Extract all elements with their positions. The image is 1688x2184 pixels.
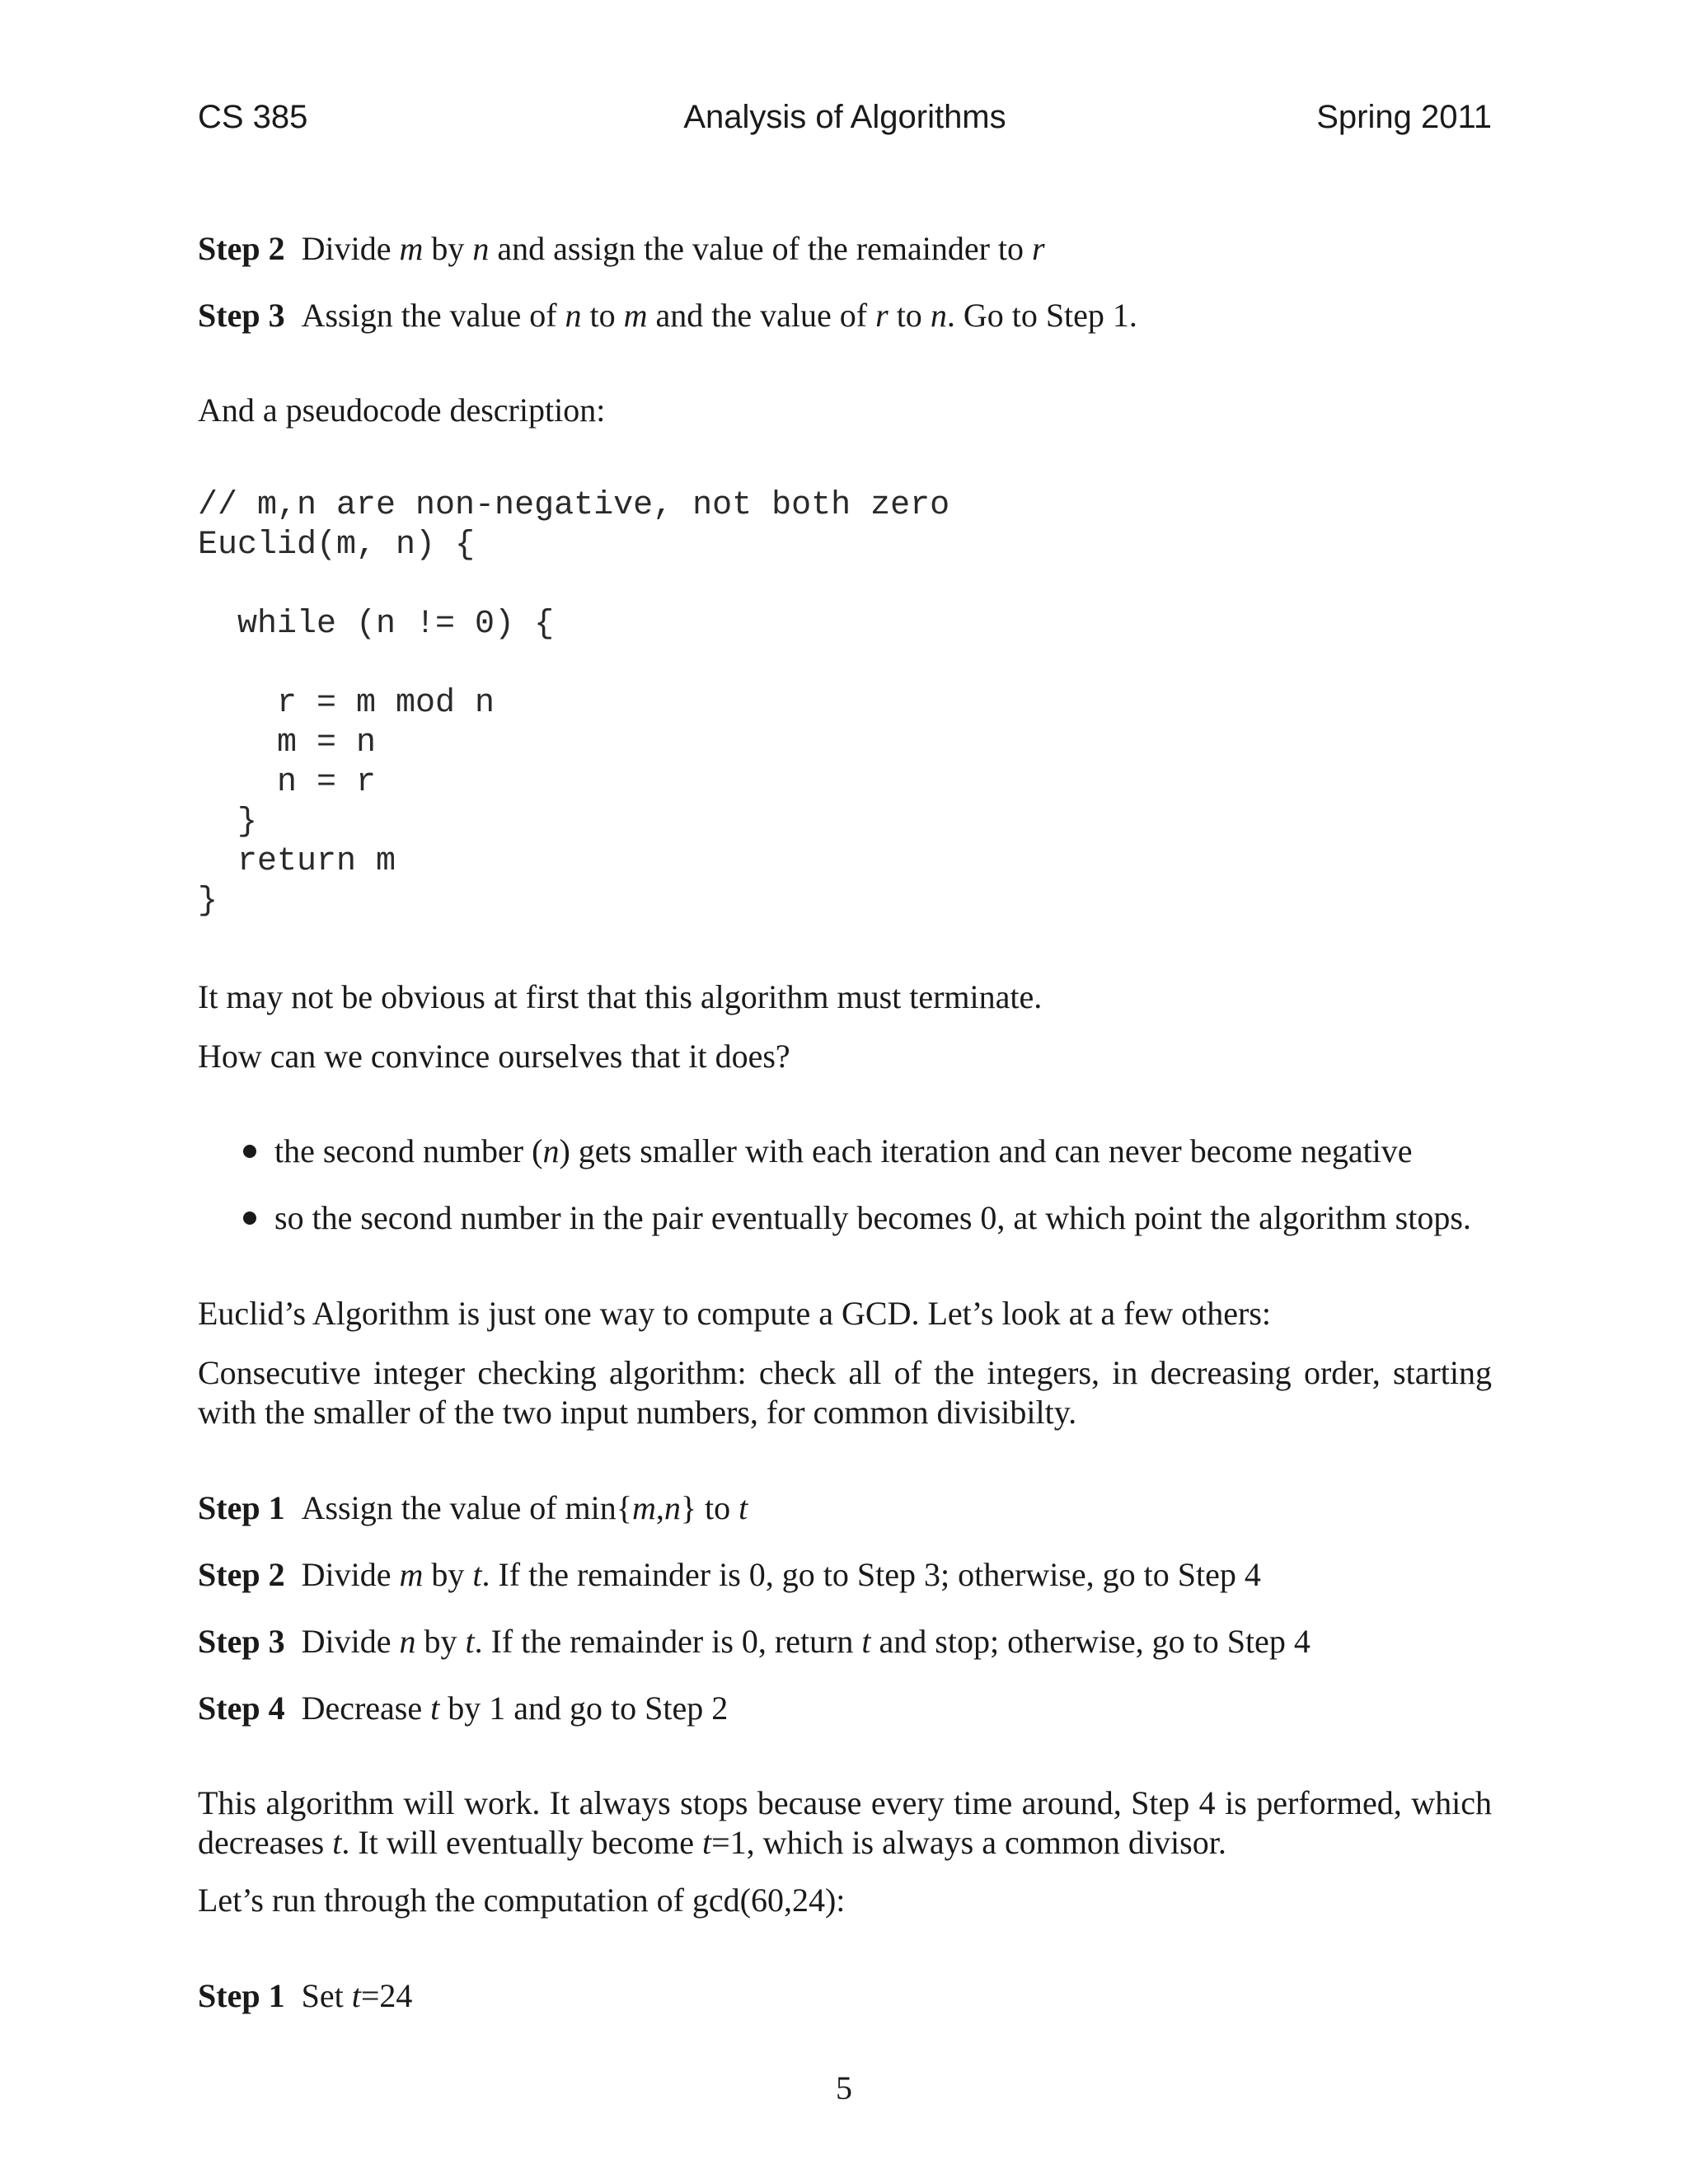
math-var: t [332,1824,342,1861]
math-var: m [623,297,648,334]
math-var: m [399,230,424,267]
bullet-item-2 [243,1198,1471,1238]
termination-paragraph-2: How can we convince ourselves that it does? [198,1038,790,1075]
others-paragraph-1: Euclid’s Algorithm is just one way to compute a GCD. Let’s look at a few others: [198,1295,1272,1332]
paragraph-text: =1, which is always a common divisor. [711,1824,1226,1861]
math-var: n [663,1489,681,1526]
step-text: =24 [360,1977,413,2014]
step-text: by [415,1623,466,1660]
math-var: t [430,1690,440,1727]
math-var: n [930,297,947,334]
step-text: and assign the value of the remainder to [489,230,1033,267]
step-text: by [423,230,473,267]
page-number: 5 [836,2069,852,2107]
step-text: Divide [301,1556,400,1593]
consecutive-step-1 [198,1488,748,1528]
bullet-text: so the second number in the pair eventually becomes 0, at which point the algorithm stops. [274,1199,1471,1236]
step-text: . If the remainder is 0, go to Step 3; otherwise, go to Step 4 [481,1556,1261,1593]
page-header [198,92,1492,142]
step-label: Step 2 [198,230,285,267]
course-code: CS 385 [198,99,308,135]
math-var: n [542,1132,560,1169]
pseudocode-intro: And a pseudocode description: [198,391,606,429]
step-text: , [655,1489,664,1526]
works-paragraph-2: Let’s run through the computation of gcd(60,24): [198,1882,846,1919]
math-var: t [738,1489,748,1526]
step-label: Step 4 [198,1690,285,1727]
code-line-5: m = n [198,724,377,762]
code-line-3: while (n != 0) { [198,606,555,643]
step-text: to [888,297,931,334]
bullet-icon [243,1145,256,1158]
code-line-1: // m,n are non-negative, not both zero [198,487,950,524]
math-var: n [399,1623,416,1660]
code-line-6: n = r [198,764,377,801]
bullet-text: the second number ( [274,1132,543,1169]
step-text: Divide [301,230,400,267]
math-var: n [565,297,582,334]
step-text: Divide [301,1623,400,1660]
step-text: Assign the value of [301,297,565,334]
step-text: . Go to Step 1. [946,297,1137,334]
termination-paragraph-1: It may not be obvious at first that this algorithm must terminate. [198,978,1043,1015]
math-var: n [472,230,490,267]
consecutive-step-2 [198,1555,1261,1595]
step-text: } to [680,1489,739,1526]
consecutive-step-3 [198,1622,1311,1661]
step-text: and the value of [647,297,876,334]
math-var: t [702,1824,712,1861]
step-text: Decrease [301,1690,431,1727]
paragraph-text: . It will eventually become [341,1824,702,1861]
step-label: Step 1 [198,1977,285,2014]
step-text: to [581,297,624,334]
step-label: Step 2 [198,1556,285,1593]
step-text: Set [301,1977,352,2014]
step-text: Assign the value of min{ [301,1489,632,1526]
euclid-step-3 [198,296,1137,335]
math-var: r [875,297,889,334]
bullet-item-1 [243,1132,1413,1171]
step-text: by 1 and go to Step 2 [439,1690,729,1727]
euclid-step-2 [198,229,1045,269]
others-paragraph-2: Consecutive integer checking algorithm: check all of the integers, in decreasing order, starting with the smaller of the two input numbers, for common divisibilty. [198,1354,1492,1431]
code-line-9: } [198,883,218,920]
bullet-text: ) gets smaller with each iteration and can never become negative [559,1132,1413,1169]
code-line-8: return m [198,843,396,880]
math-var: t [465,1623,475,1660]
paragraph-text: This algorithm will work. It always stops because every time around, Step 4 is performed, which decreases [198,1784,1492,1861]
step-text: . If the remainder is 0, return [474,1623,862,1660]
course-title: Analysis of Algorithms [683,99,1006,135]
consecutive-step-4 [198,1689,728,1728]
math-var: t [861,1623,871,1660]
math-var: m [631,1489,656,1526]
code-line-4: r = m mod n [198,685,495,722]
step-label: Step 3 [198,297,285,334]
math-var: r [1032,230,1045,267]
term: Spring 2011 [1316,99,1492,135]
step-text: and stop; otherwise, go to Step 4 [870,1623,1311,1660]
run-step-1 [198,1976,412,2016]
works-paragraph-1 [198,1783,1492,1863]
step-label: Step 3 [198,1623,285,1660]
math-var: t [472,1556,482,1593]
math-var: t [351,1977,361,2014]
step-label: Step 1 [198,1489,285,1526]
bullet-icon [243,1212,256,1225]
math-var: m [399,1556,424,1593]
step-text: by [423,1556,473,1593]
code-line-2: Euclid(m, n) { [198,527,476,564]
code-line-7: } [198,804,258,841]
